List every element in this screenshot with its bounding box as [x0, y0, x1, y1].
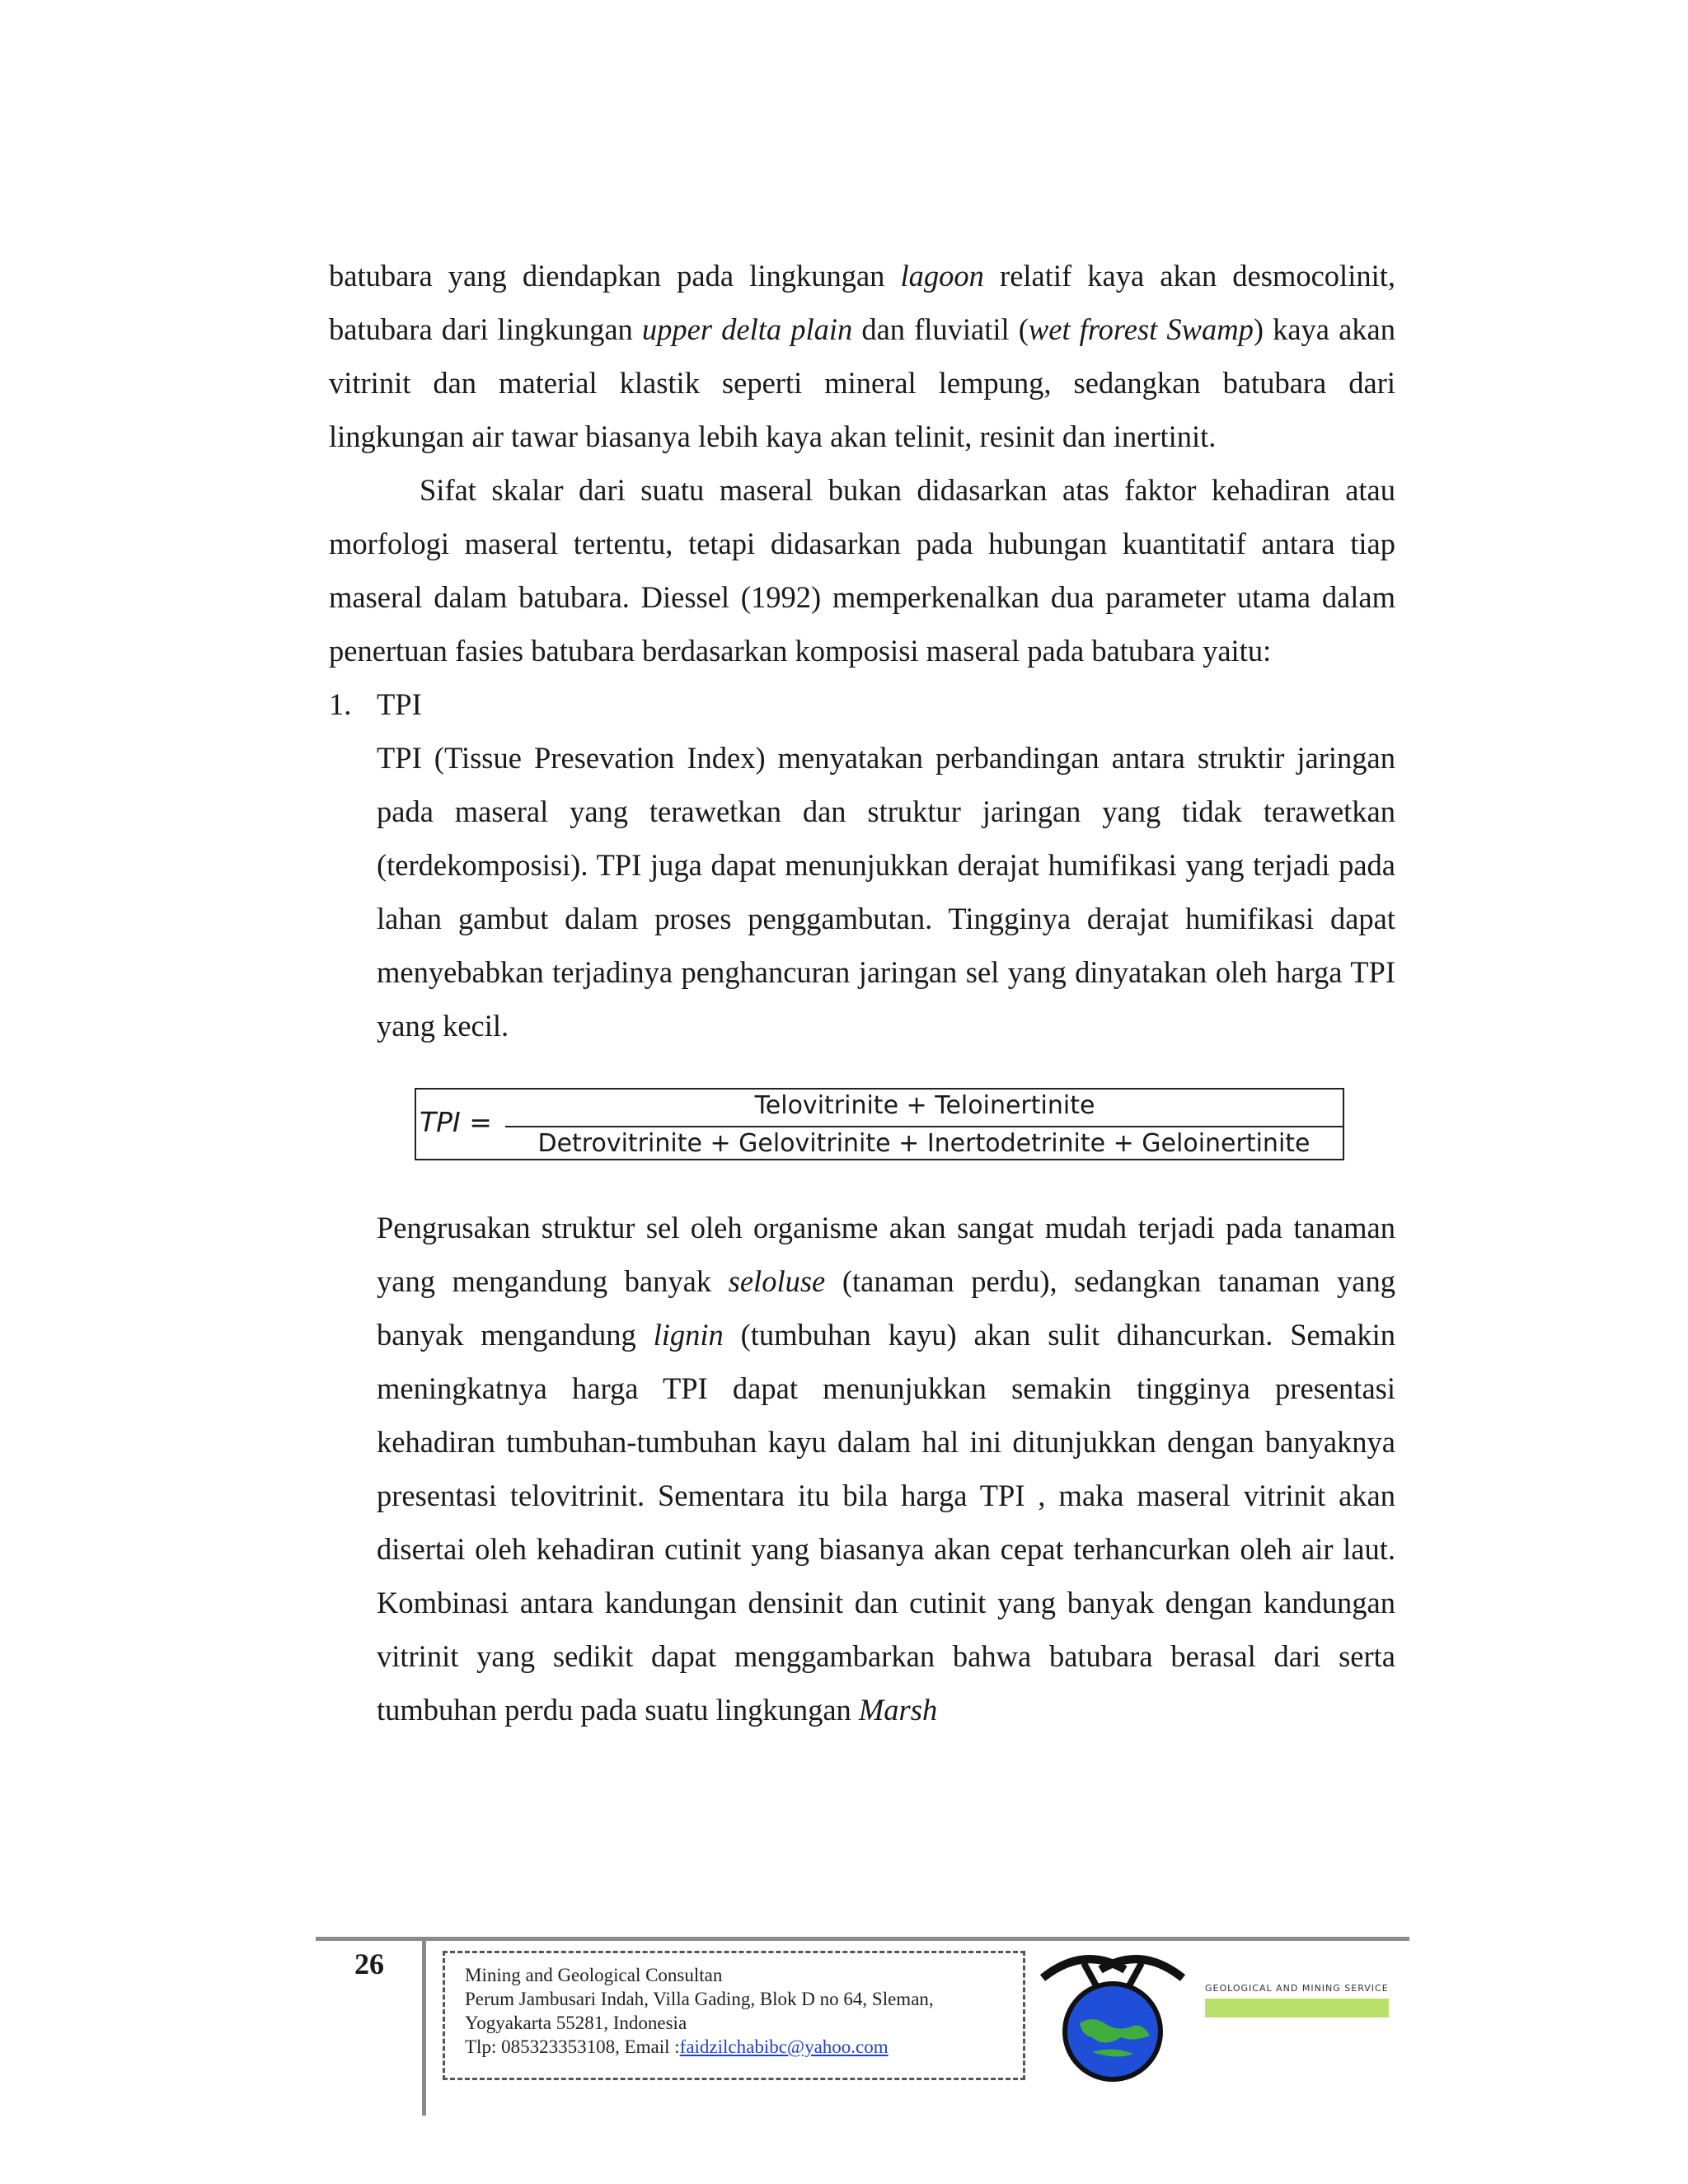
- paragraph-1-text: relatif kaya akan desmocolinit, batubara dari lingkungan: [329, 259, 1395, 346]
- term-seloluse: seloluse: [728, 1264, 826, 1298]
- term-lagoon: lagoon: [900, 259, 984, 293]
- list-item-tpi: [329, 677, 422, 731]
- company-logo-icon: [1034, 1945, 1191, 2093]
- paragraph-4: [377, 1201, 1395, 1736]
- term-wet-forest-swamp: wet frorest Swamp: [1028, 312, 1254, 346]
- email-link[interactable]: faidzilchabibc@yahoo.com: [679, 2036, 889, 2057]
- list-number: 1.: [329, 687, 352, 721]
- paragraph-1-text: ) kaya akan vitrinit dan material klastik seperti mineral lempung, sedangkan batubara dari lingkungan air tawar biasanya lebih kaya akan telinit, resinit dan inertinit.: [329, 312, 1395, 453]
- paragraph-3: [377, 731, 1395, 1052]
- paragraph-1-text: dan fluviatil (: [852, 312, 1029, 346]
- page-number: 26: [354, 1947, 384, 1980]
- paragraph-2: [329, 463, 1395, 677]
- fraction-bar: [505, 1126, 1343, 1127]
- paragraph-4-text: Pengrusakan struktur sel oleh organisme akan sangat mudah terjadi pada tanaman yang mengandung banyak: [377, 1211, 1395, 1298]
- logo-wordmark: [1205, 1999, 1389, 2018]
- paragraph-2-text: Sifat skalar dari suatu maseral bukan didasarkan atas faktor kehadiran atau morfologi maseral tertentu, tetapi didasarkan pada hubungan kuantitatif antara tiap maseral dalam batubara. Diessel (1992) memperkenalkan dua parameter utama dalam penertuan fasies batubara berdasarkan komposisi maseral pada batubara yaitu:: [329, 473, 1395, 668]
- contact-company: Mining and Geological Consultan: [465, 1965, 723, 1985]
- term-lignin: lignin: [653, 1318, 724, 1352]
- formula-numerator: Telovitrinite + Teloinertinite: [754, 1091, 1095, 1120]
- footer-divider: [422, 1938, 426, 2116]
- contact-box: [443, 1951, 1025, 2080]
- paragraph-4-text: (tanaman perdu), sedangkan tanaman yang banyak mengandung: [377, 1264, 1395, 1352]
- formula-lhs: TPI =: [420, 1106, 492, 1138]
- term-upper-delta-plain: upper delta plain: [641, 312, 853, 346]
- paragraph-4-text: (tumbuhan kayu) akan sulit dihancurkan. Semakin meningkatnya harga TPI dapat menunjukkan semakin tingginya presentasi kehadiran tumbuhan-tumbuhan kayu dalam hal ini ditunjukkan dengan banyaknya presentasi telovitrinit. Sementara itu bila harga TPI , maka maseral vitrinit akan disertai oleh kehadiran cutinit yang biasanya akan cepat terhancurkan oleh air laut. Kombinasi antara kandungan densinit dan cutinit yang banyak dengan kandungan vitrinit yang sedikit dapat menggambarkan bahwa batubara berasal dari serta tumbuhan perdu pada suatu lingkungan: [377, 1318, 1395, 1727]
- logo-text: [1205, 1983, 1389, 2018]
- contact-phone: Tlp: 085323353108, Email :: [465, 2036, 680, 2057]
- paragraph-1: [329, 249, 1395, 463]
- contact-city: Yogyakarta 55281, Indonesia: [465, 2013, 687, 2033]
- contact-address: Perum Jambusari Indah, Villa Gading, Blok D no 64, Sleman,: [465, 1989, 934, 2009]
- list-title: TPI: [377, 687, 422, 721]
- logo-tagline: GEOLOGICAL AND MINING SERVICE: [1205, 1983, 1389, 1994]
- paragraph-1-text: batubara yang diendapkan pada lingkungan: [329, 259, 901, 293]
- paragraph-3-text: TPI (Tissue Presevation Index) menyatakan perbandingan antara struktir jaringan pada maseral yang terawetkan dan struktur jaringan yang tidak terawetkan (terdekomposisi). TPI juga dapat menunjukkan derajat humifikasi yang terjadi pada lahan gambut dalam proses penggambutan. Tingginya derajat humifikasi dapat menyebabkan terjadinya penghancuran jaringan sel yang dinyatakan oleh harga TPI yang kecil.: [377, 741, 1395, 1043]
- tpi-formula: [415, 1088, 1344, 1160]
- term-marsh: Marsh: [858, 1693, 938, 1727]
- footer-rule: [316, 1937, 1409, 1941]
- formula-denominator: Detrovitrinite + Gelovitrinite + Inertodetrinite + Geloinertinite: [537, 1129, 1311, 1158]
